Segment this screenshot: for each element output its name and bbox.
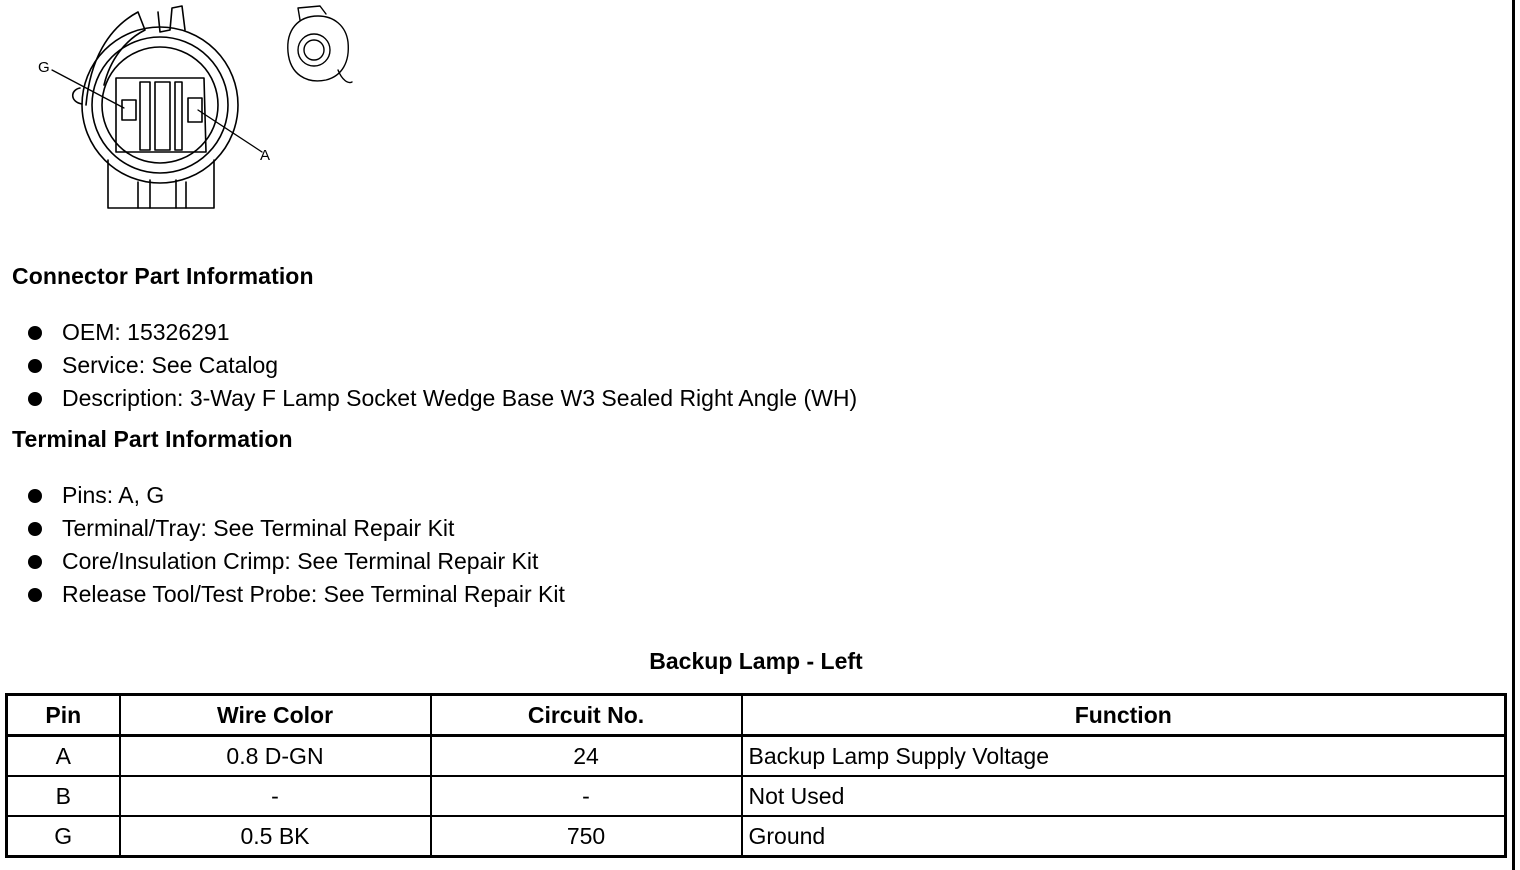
oem-text: OEM: 15326291: [62, 319, 230, 345]
pins-text: Pins: A, G: [62, 482, 165, 508]
list-item: [28, 349, 857, 382]
connector-part-heading: Connector Part Information: [12, 263, 314, 289]
service-text: Service: See Catalog: [62, 352, 279, 378]
bullet-icon: [28, 522, 42, 536]
bullet-icon: [28, 555, 42, 569]
bullet-icon: [28, 588, 42, 602]
cell-pin: G: [7, 816, 120, 857]
callout-g-label: G: [38, 59, 50, 76]
connector-illustration: [30, 0, 370, 220]
pin-table: [5, 693, 1507, 858]
release-tool-text: Release Tool/Test Probe: See Terminal Repair Kit: [62, 581, 565, 607]
crimp-text: Core/Insulation Crimp: See Terminal Repair Kit: [62, 548, 539, 574]
cell-wire-color: 0.5 BK: [120, 816, 431, 857]
bullet-icon: [28, 489, 42, 503]
terminal-tray-text: Terminal/Tray: See Terminal Repair Kit: [62, 515, 455, 541]
cell-wire-color: -: [120, 776, 431, 816]
list-item: [28, 545, 565, 578]
header-wire-color: Wire Color: [120, 695, 431, 736]
cell-function: Backup Lamp Supply Voltage: [742, 736, 1506, 777]
cell-function: Ground: [742, 816, 1506, 857]
cell-pin: A: [7, 736, 120, 777]
header-function: Function: [742, 695, 1506, 736]
list-item: [28, 578, 565, 611]
table-row: [7, 816, 1506, 857]
list-item: [28, 382, 857, 415]
bullet-icon: [28, 326, 42, 340]
connector-part-list: [28, 316, 857, 415]
cell-circuit-no: 750: [431, 816, 742, 857]
bullet-icon: [28, 359, 42, 373]
table-header-row: [7, 695, 1506, 736]
list-item: [28, 316, 857, 349]
list-item: [28, 512, 565, 545]
page-border-rule: [1512, 0, 1515, 870]
cell-circuit-no: 24: [431, 736, 742, 777]
table-title: Backup Lamp - Left: [649, 648, 863, 674]
callout-a-label: A: [260, 147, 271, 164]
table-row: [7, 776, 1506, 816]
terminal-part-heading: Terminal Part Information: [12, 426, 293, 452]
bullet-icon: [28, 392, 42, 406]
terminal-part-list: [28, 479, 565, 611]
header-pin: Pin: [7, 695, 120, 736]
cell-circuit-no: -: [431, 776, 742, 816]
table-row: [7, 736, 1506, 777]
header-circuit-no: Circuit No.: [431, 695, 742, 736]
cell-pin: B: [7, 776, 120, 816]
cell-wire-color: 0.8 D-GN: [120, 736, 431, 777]
cell-function: Not Used: [742, 776, 1506, 816]
description-text: Description: 3-Way F Lamp Socket Wedge Base W3 Sealed Right Angle (WH): [62, 385, 858, 411]
list-item: [28, 479, 565, 512]
